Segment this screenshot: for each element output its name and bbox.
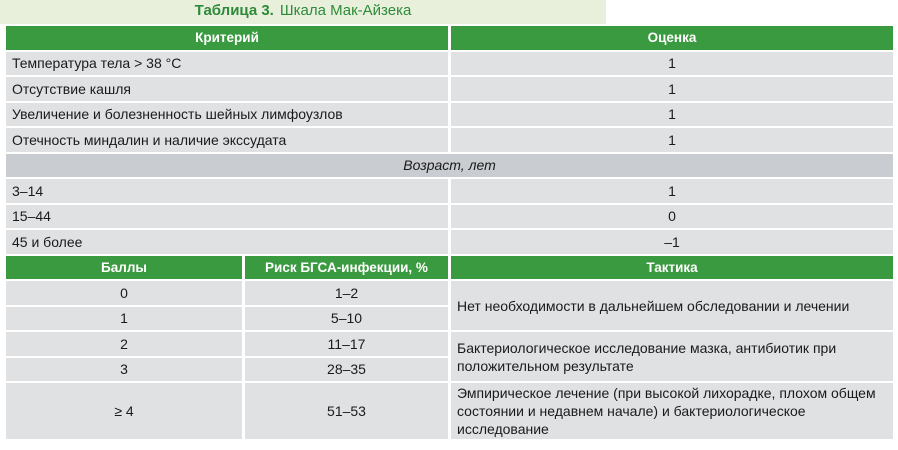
tactic-cell: Эмпирическое лечение (при высокой лихорадке, плохом общем состоянии и недавнем начале) и бактериологическое исследование: [451, 383, 893, 439]
table-caption: Шкала Мак-Айзека: [279, 2, 412, 19]
score-cell: 1: [451, 179, 893, 203]
mcisaac-table: [6, 26, 893, 439]
table-row: [6, 128, 893, 152]
age-subheader: Возраст, лет: [6, 154, 893, 178]
criterion-cell: Температура тела > 38 °С: [6, 52, 448, 76]
tactic-cell: Нет необходимости в дальнейшем обследовании и лечении: [451, 281, 893, 330]
criterion-cell: Отечность миндалин и наличие экссудата: [6, 128, 448, 152]
table-row: [6, 103, 893, 127]
risk-cell: 5–10: [245, 307, 448, 331]
points-cell: 2: [6, 332, 242, 356]
score-cell: 1: [451, 52, 893, 76]
risk-cell: 1–2: [245, 281, 448, 305]
table-number: Таблица 3.: [194, 2, 274, 19]
table-row: [6, 77, 893, 101]
score-cell: 1: [451, 77, 893, 101]
risk-cell: 28–35: [245, 358, 448, 382]
table-row: [6, 230, 893, 254]
points-cell: 0: [6, 281, 242, 305]
header-tactics: Тактика: [451, 256, 893, 280]
risk-cell: 11–17: [245, 332, 448, 356]
table-title: [0, 0, 606, 24]
score-cell: 1: [451, 103, 893, 127]
table-row: [6, 179, 893, 203]
table-row: [6, 52, 893, 76]
risk-header-row: [6, 256, 893, 280]
criterion-cell: Увеличение и болезненность шейных лимфоузлов: [6, 103, 448, 127]
age-cell: 15–44: [6, 205, 448, 229]
header-score: Оценка: [451, 26, 893, 50]
age-cell: 3–14: [6, 179, 448, 203]
score-cell: –1: [451, 230, 893, 254]
header-points: Баллы: [6, 256, 242, 280]
risk-cell: 51–53: [245, 383, 448, 439]
age-cell: 45 и более: [6, 230, 448, 254]
score-cell: 0: [451, 205, 893, 229]
score-cell: 1: [451, 128, 893, 152]
age-subheader-row: [6, 154, 893, 178]
points-cell: ≥ 4: [6, 383, 242, 439]
header-risk: Риск БГСА-инфекции, %: [245, 256, 448, 280]
header-criterion: Критерий: [6, 26, 448, 50]
criterion-cell: Отсутствие кашля: [6, 77, 448, 101]
points-cell: 3: [6, 358, 242, 382]
points-cell: 1: [6, 307, 242, 331]
table-row: [6, 205, 893, 229]
risk-table-body: [6, 281, 893, 439]
tactic-cell: Бактериологическое исследование мазка, антибиотик при положительном результате: [451, 332, 893, 381]
criteria-header-row: [6, 26, 893, 50]
